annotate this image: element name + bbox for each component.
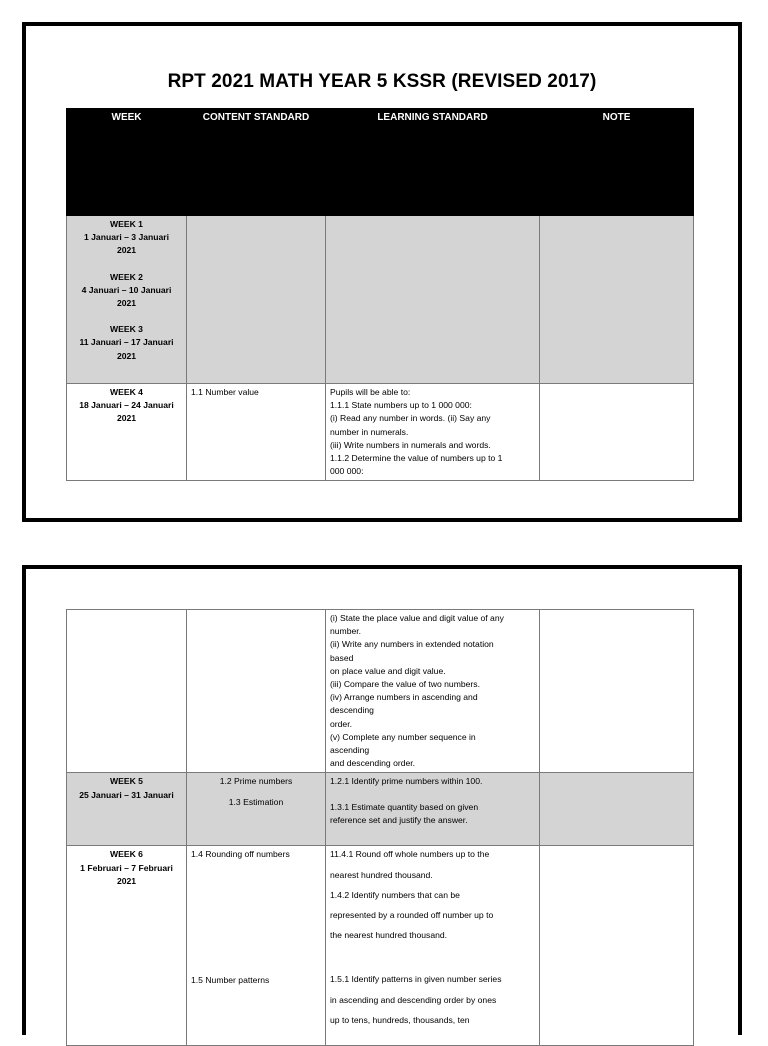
- header-note: NOTE: [540, 109, 694, 216]
- learning-line: 1.3.1 Estimate quantity based on given: [330, 801, 479, 812]
- week-dates: 4 Januari – 10 Januari: [81, 284, 172, 295]
- content-line: 1.3 Estimation: [228, 796, 284, 807]
- learning-standard-cell: [326, 384, 540, 481]
- learning-standard-cell: [326, 216, 540, 384]
- learning-line: 1.1.2 Determine the value of numbers up to 1: [330, 453, 503, 464]
- learning-line: reference set and justify the answer.: [330, 814, 468, 825]
- week-dates: 11 Januari – 17 Januari: [79, 337, 174, 348]
- learning-line: (i) Read any number in words. (ii) Say any: [330, 413, 491, 424]
- content-line: 1.5 Number patterns: [191, 974, 270, 985]
- note-cell: [540, 610, 694, 773]
- learning-line: and descending order.: [330, 758, 416, 769]
- week-1-group: [71, 218, 182, 258]
- learning-line: based: [330, 652, 354, 663]
- table-header-row: [67, 109, 694, 216]
- learning-line: nearest hundred thousand.: [330, 869, 433, 880]
- table-row-week-5: [67, 773, 694, 846]
- week-label: WEEK 5: [110, 776, 143, 787]
- content-standard-cell: [187, 846, 326, 1046]
- learning-line: in ascending and descending order by ones: [330, 994, 497, 1005]
- week-dates: 25 Januari – 31 Januari: [79, 789, 174, 800]
- week-label: WEEK 6: [110, 849, 143, 860]
- header-learning-standard: LEARNING STANDARD: [326, 109, 540, 216]
- week-dates: 18 Januari – 24 Januari: [79, 400, 174, 411]
- week-label: WEEK 2: [110, 271, 143, 282]
- week-year: 2021: [116, 875, 137, 886]
- header-content-standard: CONTENT STANDARD: [187, 109, 326, 216]
- week-label: WEEK 3: [110, 324, 143, 335]
- week-label: WEEK 4: [110, 387, 143, 397]
- learning-line: (iii) Compare the value of two numbers.: [330, 679, 480, 690]
- week-dates: 1 Januari – 3 Januari: [83, 232, 170, 243]
- week-year: 2021: [116, 350, 137, 361]
- week-cell: [67, 384, 187, 481]
- table-row-week-4: [67, 384, 694, 481]
- content-standard-cell: [187, 773, 326, 846]
- content-standard-cell: 1.1 Number value: [187, 384, 326, 481]
- learning-line: the nearest hundred thousand.: [330, 930, 448, 941]
- learning-line: number.: [330, 626, 362, 637]
- content-standard-cell: [187, 610, 326, 773]
- content-line: 1.2 Prime numbers: [219, 776, 293, 787]
- learning-standard-cell: [326, 846, 540, 1046]
- document-title: RPT 2021 MATH YEAR 5 KSSR (REVISED 2017): [167, 71, 597, 92]
- document-page-2: [22, 565, 742, 1035]
- note-cell: [540, 384, 694, 481]
- learning-line: (iii) Write numbers in numerals and words.: [330, 439, 491, 450]
- week-year: 2021: [116, 298, 137, 309]
- learning-line: order.: [330, 718, 352, 729]
- learning-line: Pupils will be able to:: [330, 387, 411, 397]
- learning-line: represented by a rounded off number up to: [330, 910, 494, 921]
- week-cell: [67, 610, 187, 773]
- table-row-week-6: [67, 846, 694, 1046]
- learning-line: ascending: [330, 745, 370, 756]
- learning-line: 1.4.2 Identify numbers that can be: [330, 889, 460, 900]
- learning-line: (v) Complete any number sequence in: [330, 731, 476, 742]
- learning-standard-cell: [326, 610, 540, 773]
- content-line: 1.4 Rounding off numbers: [191, 849, 290, 860]
- week-dates: 1 Februari – 7 Februari: [80, 862, 173, 873]
- header-week: WEEK: [67, 109, 187, 216]
- note-cell: [540, 846, 694, 1046]
- week-cell: [67, 216, 187, 384]
- learning-line: 1.5.1 Identify patterns in given number series: [330, 974, 502, 985]
- rpt-table-page-1: [66, 108, 694, 481]
- content-standard-cell: [187, 216, 326, 384]
- rpt-table-page-2: [66, 609, 694, 1046]
- learning-line: (i) State the place value and digit value of any: [330, 613, 504, 623]
- learning-line: number in numerals.: [330, 426, 409, 437]
- learning-line: 1.2.1 Identify prime numbers within 100.: [330, 776, 483, 787]
- learning-line: 11.4.1 Round off whole numbers up to the: [330, 849, 490, 860]
- document-page-1: [22, 22, 742, 522]
- week-year: 2021: [116, 413, 137, 424]
- learning-line: descending: [330, 705, 374, 716]
- week-cell: [67, 773, 187, 846]
- note-cell: [540, 773, 694, 846]
- learning-standard-cell: [326, 773, 540, 846]
- learning-line: 000 000:: [330, 466, 364, 477]
- learning-line: (ii) Write any numbers in extended notation: [330, 639, 494, 650]
- week-cell: [67, 846, 187, 1046]
- note-cell: [540, 216, 694, 384]
- learning-line: (iv) Arrange numbers in ascending and: [330, 692, 478, 703]
- week-year: 2021: [116, 245, 137, 256]
- week-2-group: [71, 271, 182, 311]
- table-row-continued: [67, 610, 694, 773]
- week-label: WEEK 1: [110, 219, 143, 229]
- learning-line: on place value and digit value.: [330, 665, 446, 676]
- learning-line: up to tens, hundreds, thousands, ten: [330, 1014, 470, 1025]
- table-row-weeks-1-3: [67, 216, 694, 384]
- learning-line: 1.1.1 State numbers up to 1 000 000:: [330, 400, 472, 411]
- week-3-group: [71, 323, 182, 363]
